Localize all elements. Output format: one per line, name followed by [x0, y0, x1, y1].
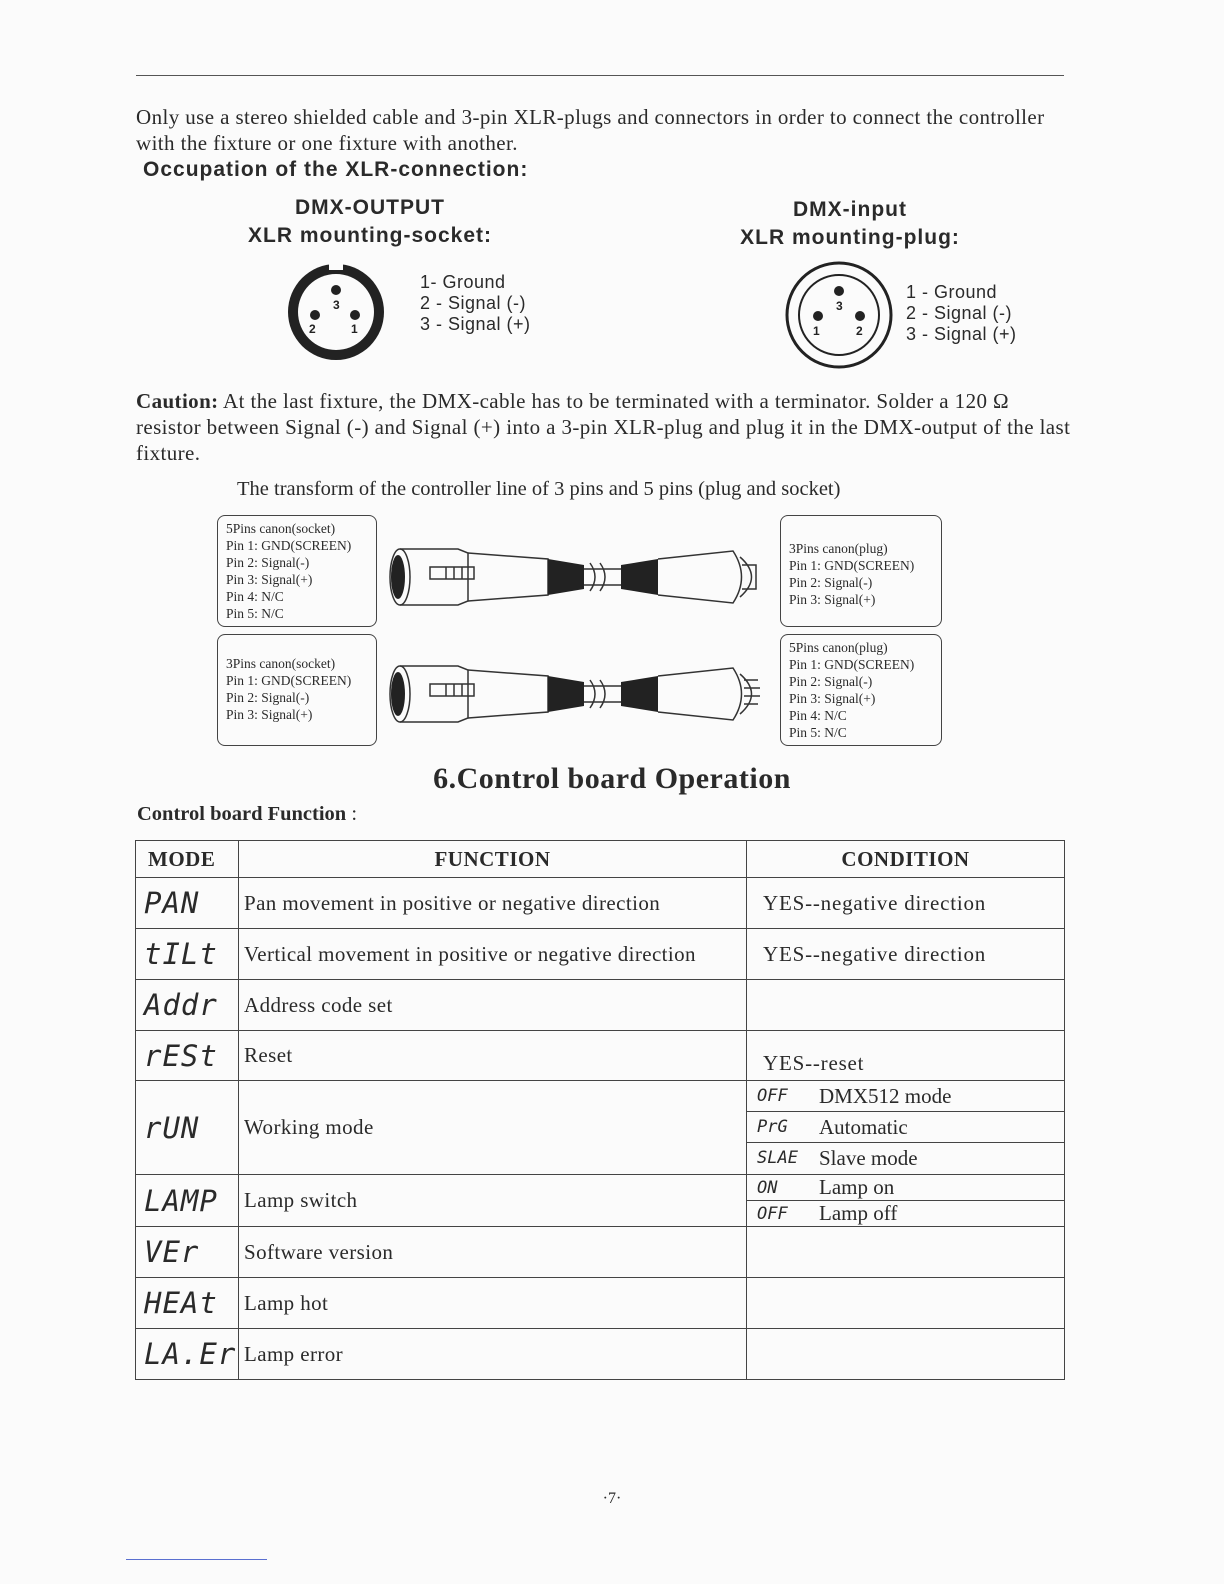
mode-code: rESt	[136, 1031, 239, 1081]
plug-pin-label: 1	[813, 324, 820, 338]
pin-line: Pin 2: Signal(-)	[226, 555, 310, 570]
control-function-suffix: :	[346, 803, 358, 825]
function-text: Software version	[239, 1227, 747, 1278]
condition-text: YES--reset	[747, 1031, 1065, 1081]
socket-pin-label: 2	[309, 322, 316, 336]
caution-paragraph	[136, 388, 1071, 466]
intro-paragraph: Only use a stereo shielded cable and 3-pin XLR-plugs and connectors in order to connect the controller with the fixture or one fixture with another.	[136, 105, 1045, 155]
pin-line: 3Pins canon(socket)	[226, 656, 336, 671]
function-text: Reset	[239, 1031, 747, 1081]
pin-item: 1 - Ground	[906, 282, 998, 302]
footer-link-underline	[126, 1559, 267, 1560]
pin-line: Pin 1: GND(SCREEN)	[226, 538, 352, 553]
mode-code: Addr	[136, 980, 239, 1031]
sub-code: SLAE	[757, 1148, 798, 1168]
table-row	[136, 1081, 1065, 1175]
condition-subtable	[747, 1081, 1064, 1173]
pin-item: 2 - Signal (-)	[906, 303, 1013, 323]
cable1-adapter-illustration	[378, 535, 780, 620]
sub-text: Automatic	[819, 1112, 1064, 1143]
page-number: ·7·	[602, 1490, 622, 1507]
function-text: Working mode	[239, 1081, 747, 1175]
pin-line: Pin 2: Signal(-)	[789, 575, 873, 590]
pin-line: Pin 1: GND(SCREEN)	[789, 657, 915, 672]
pin-line: 5Pins canon(plug)	[789, 640, 888, 655]
mode-code: LA.Er	[136, 1329, 239, 1380]
mode-code: LAMP	[136, 1175, 239, 1227]
cable1-left-box	[217, 515, 377, 627]
function-text: Address code set	[239, 980, 747, 1031]
pin-line: Pin 4: N/C	[226, 589, 284, 604]
mode-code: HEAt	[136, 1278, 239, 1329]
header-function: FUNCTION	[239, 841, 747, 878]
sub-code: OFF	[747, 1081, 819, 1112]
header-mode: MODE	[136, 841, 239, 878]
cable1-right-box	[780, 515, 942, 627]
caution-text: At the last fixture, the DMX-cable has to be terminated with a terminator. Solder a 120 Ω resistor between Signal (-) and Signal (+) into a 3-pin XLR-plug and plug it in the DMX-output of the last fixture.	[136, 389, 1071, 465]
pin-line: Pin 3: Signal(+)	[789, 691, 876, 706]
condition-subtable	[747, 1175, 1064, 1226]
pin-line: 5Pins canon(socket)	[226, 521, 336, 536]
mode-code: VEr	[136, 1227, 239, 1278]
condition-text: YES--negative direction	[747, 929, 1065, 980]
mode-code: tILt	[136, 929, 239, 980]
sub-code: OFF	[757, 1203, 788, 1224]
output-pin-list	[420, 272, 531, 335]
pin-line: Pin 1: GND(SCREEN)	[226, 673, 352, 688]
condition-text	[747, 1329, 1065, 1380]
control-function-text: Control board Function	[137, 803, 347, 825]
pin-line: Pin 3: Signal(+)	[789, 592, 876, 607]
top-rule	[136, 75, 1064, 76]
cable2-right-box	[780, 634, 942, 746]
sub-row	[747, 1112, 1064, 1143]
table-row	[136, 1227, 1065, 1278]
cable2-adapter-illustration	[378, 652, 780, 737]
pin-item: 2 - Signal (-)	[420, 293, 527, 313]
caution-label: Caution:	[136, 389, 219, 413]
function-text: Lamp switch	[239, 1175, 747, 1227]
socket-pin-label: 1	[351, 322, 358, 336]
table-row	[136, 1175, 1065, 1227]
control-table	[135, 840, 1065, 1380]
sub-text: Slave mode	[819, 1145, 918, 1170]
sub-row	[747, 1143, 1064, 1174]
pin-line: Pin 5: N/C	[226, 606, 284, 621]
xlr-socket-diagram	[280, 256, 390, 366]
transform-caption: The transform of the controller line of 3 pins and 5 pins (plug and socket)	[237, 478, 841, 500]
mode-code: rUN	[136, 1081, 239, 1175]
table-row	[136, 1278, 1065, 1329]
sub-code: PrG	[747, 1112, 819, 1143]
pin-line: Pin 4: N/C	[789, 708, 847, 723]
input-pin-list	[906, 282, 1017, 345]
condition-text: YES--negative direction	[747, 878, 1065, 929]
input-title-2: XLR mounting-plug:	[740, 226, 960, 249]
input-title-1: DMX-input	[793, 198, 907, 221]
pin-line: Pin 2: Signal(-)	[789, 674, 873, 689]
condition-text	[747, 1278, 1065, 1329]
table-row	[136, 1329, 1065, 1380]
socket-pin-label: 3	[333, 298, 340, 312]
condition-text	[747, 980, 1065, 1031]
sub-row	[747, 1175, 1064, 1201]
pin-line: Pin 5: N/C	[789, 725, 847, 740]
sub-row	[747, 1201, 1064, 1227]
section-title: 6.Control board Operation	[433, 762, 791, 795]
sub-text: Lamp on	[819, 1175, 1064, 1201]
plug-pin-label: 3	[836, 299, 843, 313]
plug-pin-label: 2	[856, 324, 863, 338]
sub-row	[747, 1081, 1064, 1112]
pin-line: Pin 2: Signal(-)	[226, 690, 310, 705]
pin-item: 3 - Signal (+)	[420, 314, 531, 334]
pin-line: Pin 3: Signal(+)	[226, 572, 313, 587]
occupation-heading: Occupation of the XLR-connection:	[143, 158, 529, 181]
pin-line: Pin 1: GND(SCREEN)	[789, 558, 915, 573]
sub-text: Lamp off	[819, 1201, 898, 1225]
table-header-row	[136, 841, 1065, 878]
control-function-label	[137, 803, 357, 826]
output-title-2: XLR mounting-socket:	[248, 224, 492, 247]
xlr-plug-diagram	[782, 258, 897, 373]
function-text: Vertical movement in positive or negative direction	[239, 929, 747, 980]
table-row	[136, 929, 1065, 980]
table-row	[136, 878, 1065, 929]
output-title-1: DMX-OUTPUT	[295, 196, 445, 219]
pin-line: Pin 3: Signal(+)	[226, 707, 313, 722]
table-row	[136, 980, 1065, 1031]
table-row	[136, 1031, 1065, 1081]
function-text: Lamp hot	[239, 1278, 747, 1329]
function-text: Lamp error	[239, 1329, 747, 1380]
pin-item: 1- Ground	[420, 272, 506, 292]
sub-text: DMX512 mode	[819, 1081, 1064, 1112]
condition-subtable-cell	[747, 1175, 1065, 1227]
function-text: Pan movement in positive or negative direction	[239, 878, 747, 929]
sub-code: ON	[747, 1175, 819, 1201]
mode-code: PAN	[136, 878, 239, 929]
header-condition: CONDITION	[747, 841, 1065, 878]
cable2-left-box	[217, 634, 377, 746]
condition-subtable-cell	[747, 1081, 1065, 1175]
pin-item: 3 - Signal (+)	[906, 324, 1017, 344]
pin-line: 3Pins canon(plug)	[789, 541, 888, 556]
condition-text	[747, 1227, 1065, 1278]
